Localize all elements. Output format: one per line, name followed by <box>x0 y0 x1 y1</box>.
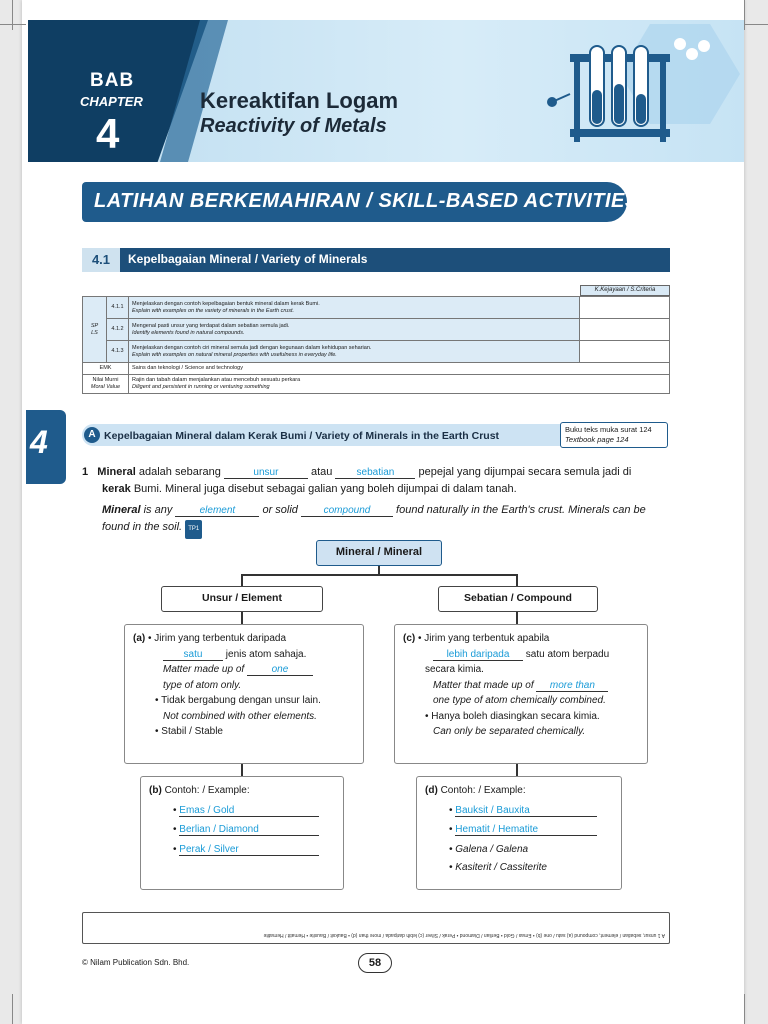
criteria-cell[interactable] <box>580 319 670 341</box>
answer-blank[interactable]: sebatian <box>335 467 415 479</box>
card-b: (b) Contoh: / Example: • Emas / Gold • Berlian / Diamond • Perak / Silver <box>140 776 344 890</box>
test-tube-rack-icon <box>540 24 750 159</box>
example-item: • Perak / Silver <box>149 842 335 858</box>
standards-table <box>82 296 670 394</box>
example-item: • Galena / Galena <box>449 843 529 855</box>
answer-blank[interactable]: satu <box>163 649 223 661</box>
connector-line <box>241 574 243 586</box>
connector-line <box>516 574 518 586</box>
bab-label: BAB <box>90 70 135 91</box>
subsection-letter: A <box>84 427 100 443</box>
card-c: (c) • Jirim yang terbentuk apabila lebih daripada satu atom berpadu secara kimia. Matter that made up of more than one type of atom chemically combined. • Hanya boleh diasingkan secara kimia. Can only be separated chemically. <box>394 624 648 764</box>
example-item: • Hematit / Hematite <box>425 822 613 838</box>
standard-code: 4.1.3 <box>107 341 129 363</box>
answer-blank[interactable]: lebih daripada <box>433 649 523 661</box>
subsection-title: Kepelbagaian Mineral dalam Kerak Bumi / Variety of Minerals in the Earth Crust <box>104 430 500 442</box>
tp-badge: TP1 <box>185 520 202 539</box>
answer-key-footer: A 1 unsur, sebatian / element, compound (a) satu / one (b) • Emas / Gold • Berlian / Diamond • Perak / Silver (c) lebih daripada / more than (d) • Bauksit / Bauxite • Hematit / Hematite <box>82 912 670 944</box>
example-item: • Berlian / Diamond <box>149 822 335 838</box>
copyright: © Nilam Publication Sdn. Bhd. <box>82 958 190 967</box>
textbook-reference: Buku teks muka surat 124 Textbook page 124 <box>560 422 668 448</box>
chapter-title-en: Reactivity of Metals <box>200 115 387 137</box>
question-1-ms-line2: kerak Bumi. Mineral juga disebut sebagai galian yang boleh dijumpai di dalam tanah. <box>102 483 517 495</box>
chapter-label: CHAPTER <box>80 94 143 109</box>
crop-mark <box>744 994 745 1024</box>
crop-mark <box>12 0 13 30</box>
question-1-en: Mineral is any element or solid compound found naturally in the Earth's crust. Minerals can be <box>102 504 646 516</box>
skill-banner-text: LATIHAN BERKEMAHIRAN / SKILL-BASED ACTIVITIES <box>94 190 639 212</box>
page-number: 58 <box>358 953 392 973</box>
moral-label: Nilai Murni Moral Value <box>83 375 129 394</box>
section-number: 4.1 <box>82 248 120 272</box>
compound-head: Sebatian / Compound <box>438 586 598 612</box>
connector-line <box>241 764 243 776</box>
answer-blank[interactable]: more than <box>536 680 608 692</box>
answer-blank[interactable]: unsur <box>224 467 308 479</box>
answer-blank[interactable]: one <box>247 664 313 676</box>
section-title: Kepelbagaian Mineral / Variety of Minerals <box>128 252 368 266</box>
element-head: Unsur / Element <box>161 586 323 612</box>
criteria-cell[interactable] <box>580 341 670 363</box>
example-item: • Emas / Gold <box>149 803 335 819</box>
standard-desc: Menjelaskan dengan contoh ciri mineral semula jadi dengan kegunaan dalam kehidupan seharian. Explain with examples on natural mineral properties with usefulness in everyday life. <box>129 341 580 363</box>
example-item: • Kasiterit / Cassiterite <box>449 862 547 873</box>
chapter-number: 4 <box>96 110 120 157</box>
standard-desc: Mengenal pasti unsur yang terdapat dalam sebatian semula jadi. Identify elements found in natural compounds. <box>129 319 580 341</box>
map-root: Mineral / Mineral <box>316 540 442 566</box>
criteria-header: K.Kejayaan / S.Criteria <box>580 285 670 296</box>
question-1-ms: 1 Mineral adalah sebarang unsur atau sebatian pepejal yang dijumpai secara semula jadi di <box>82 466 632 478</box>
emk-label: EMK <box>83 363 129 375</box>
connector-line <box>241 574 517 576</box>
side-tab-number: 4 <box>30 424 48 460</box>
criteria-cell[interactable] <box>580 297 670 319</box>
connector-line <box>516 612 518 624</box>
chapter-title-ms: Kereaktifan Logam <box>200 88 399 113</box>
card-a: (a) • Jirim yang terbentuk daripada satu jenis atom sahaja. Matter made up of one type of atom only. • Tidak bergabung dengan unsur lain. Not combined with other elements. • Stabil / Stable <box>124 624 364 764</box>
standard-code: 4.1.1 <box>107 297 129 319</box>
connector-line <box>516 764 518 776</box>
question-1-en-line2: found in the soil. TP1 <box>102 519 202 539</box>
answer-blank[interactable]: compound <box>301 505 393 517</box>
crop-mark <box>0 24 26 25</box>
standard-code: 4.1.2 <box>107 319 129 341</box>
emk-value: Sains dan teknologi / Science and technology <box>129 363 670 375</box>
sp-ls-label: SP LS <box>83 297 107 363</box>
card-d: (d) Contoh: / Example: • Bauksit / Bauxita • Hematit / Hematite • Galena / Galena • Kasiterit / Cassiterite <box>416 776 622 890</box>
example-item: • Bauksit / Bauxita <box>425 803 613 819</box>
connector-line <box>241 612 243 624</box>
answer-blank[interactable]: element <box>175 505 259 517</box>
standard-desc: Menjelaskan dengan contoh kepelbagaian bentuk mineral dalam kerak Bumi. Explain with examples on the variety of minerals in the Earth crust. <box>129 297 580 319</box>
crop-mark <box>12 994 13 1024</box>
connector-line <box>378 566 380 574</box>
moral-value: Rajin dan tabah dalam menjalankan atau mencebuh sesuatu perkara Diligent and persistent in running or venturing something <box>129 375 670 394</box>
